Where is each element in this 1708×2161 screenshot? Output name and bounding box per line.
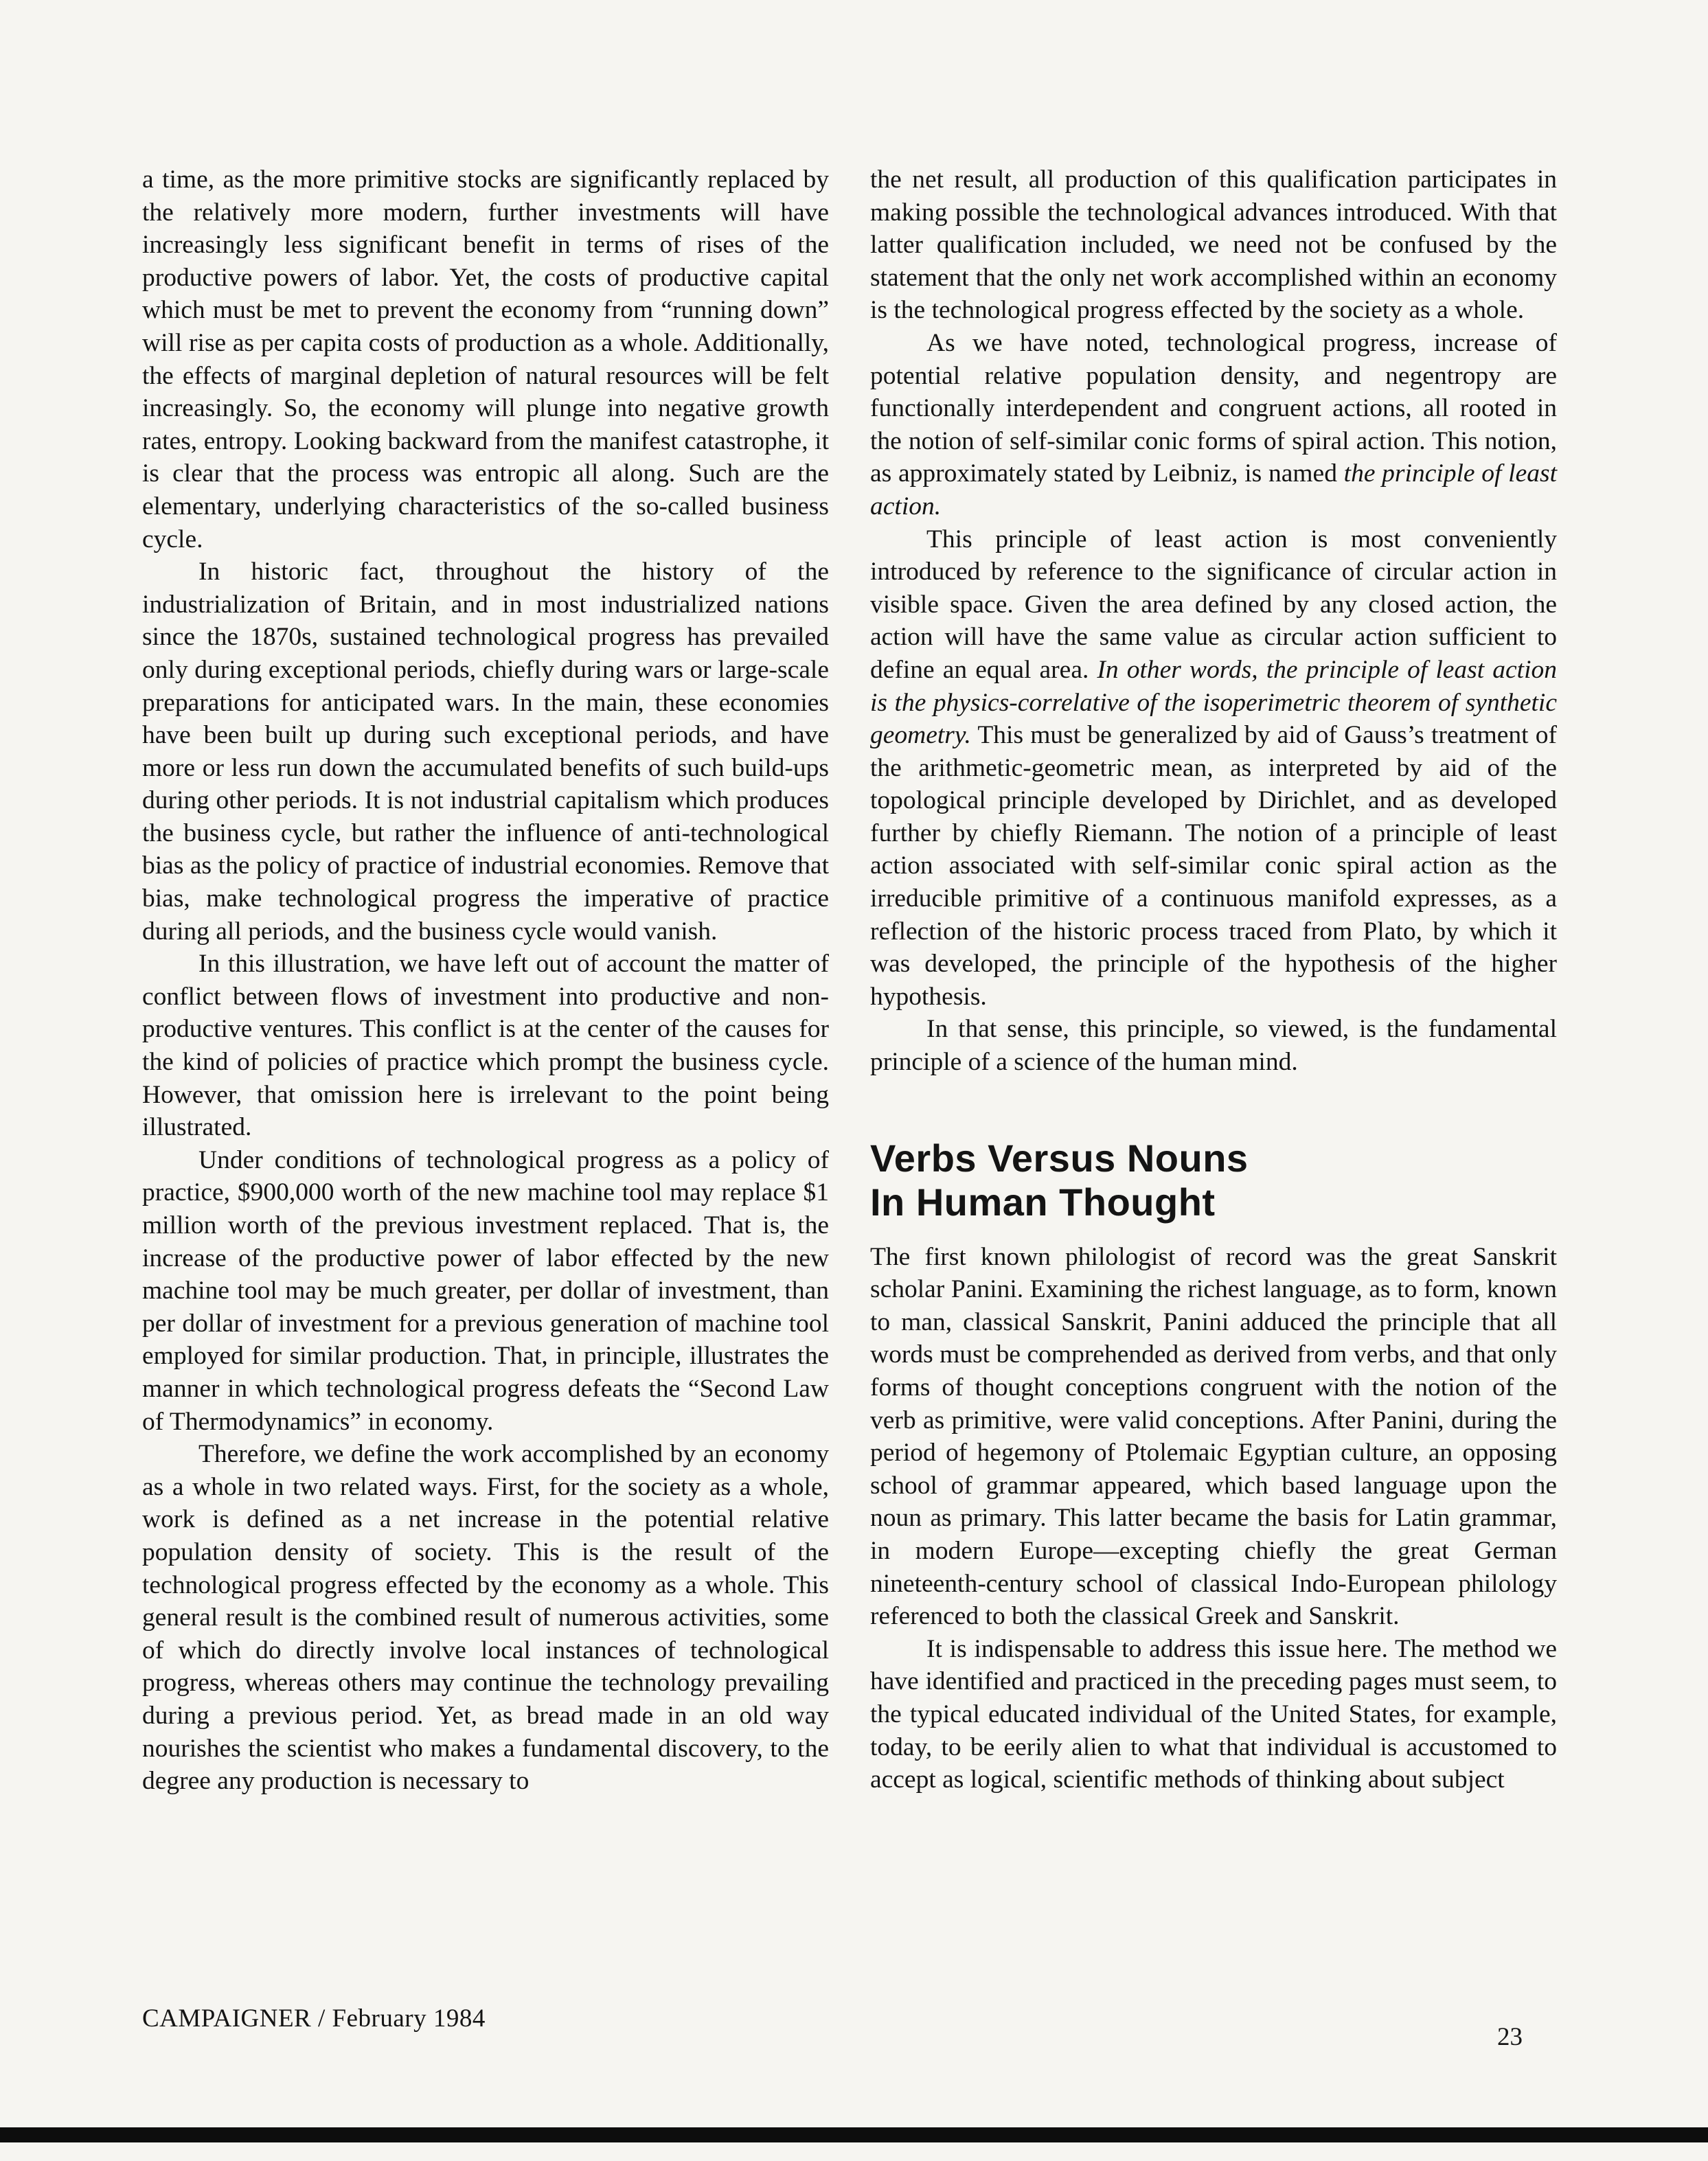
- body-paragraph: The first known philologist of record was the great Sanskrit scholar Panini. Examining the richest language, as to form, known to man, classical Sanskrit, Panini adduced the principle that all words must be comprehended as derived from verbs, and that only forms of thought conceptions congruent with the notion of the verb as primitive, were valid conceptions. After Panini, during the period of hegemony of Ptolemaic Egyptian culture, an opposing school of grammar appeared, which based language upon the noun as primary. This latter became the basis for Latin grammar, in modern Europe—excepting chiefly the great German nineteenth-century school of classical Indo-European philology referenced to both the classical Greek and Sanskrit.: [870, 1242, 1557, 1631]
- body-paragraph: In that sense, this principle, so viewed, is the fundamental principle of a science of the human mind.: [870, 1015, 1557, 1077]
- italic-term: the principle of least action.: [870, 459, 1557, 521]
- bottom-rule: [0, 2127, 1708, 2142]
- section-heading: [870, 1136, 1557, 1224]
- body-paragraph: a time, as the more primitive stocks are significantly replaced by the relatively more modern, further investments will have increasingly less significant benefit in terms of rises of the productive powers of labor. Yet, the costs of productive capital which must be met to prevent the economy from “running down” will rise as per capita costs of production as a whole. Additionally, the effects of marginal depletion of natural resources will be felt increasingly. So, the economy will plunge into negative growth rates, entropy. Looking backward from the manifest catastrophe, it is clear that the process was entropic all along. Such are the elementary, underlying characteristics of the so-called business cycle.: [142, 165, 829, 553]
- page-number: 23: [1497, 2023, 1523, 2051]
- right-column: [870, 163, 1557, 1796]
- paragraph-text: This must be generalized by aid of Gauss’s treatment of the arithmetic-geometric mean, as interpreted by aid of the topological principle developed by Dirichlet, and as developed further by chiefly Riemann. The notion of a principle of least action associated with self-similar conic spiral action as the irreducible primitive of a continuous manifold expresses, as a reflection of the historic process traced from Plato, by which it was developed, the principle of the hypothesis of the higher hypothesis.: [870, 721, 1557, 1011]
- section-heading-line: In Human Thought: [870, 1180, 1216, 1224]
- body-paragraph: In this illustration, we have left out of account the matter of conflict between flows of investment into productive and non-productive ventures. This conflict is at the center of the causes for the kind of policies of practice which prompt the business cycle. However, that omission here is irrelevant to the point being illustrated.: [142, 950, 829, 1142]
- body-paragraph: Under conditions of technological progress as a policy of practice, $900,000 worth of the new machine tool may replace $1 million worth of the previous investment replaced. That is, the increase of the productive power of labor effected by the new machine tool may be much greater, per dollar of investment, than per dollar of investment for a previous generation of machine tool employed for similar production. That, in principle, illustrates the manner in which technological progress defeats the “Second Law of Thermodynamics” in economy.: [142, 1145, 829, 1436]
- section-heading-line: Verbs Versus Nouns: [870, 1136, 1249, 1180]
- paragraph-text: As we have noted, technological progress, increase of potential relative population density, and negentropy are functionally interdependent and congruent actions, all rooted in the notion of self-similar conic forms of spiral action. This notion, as approximately stated by Leibniz, is named: [870, 328, 1557, 488]
- body-paragraph: [870, 523, 1557, 1014]
- body-paragraph: the net result, all production of this qualification participates in making possible the technological advances introduced. With that latter qualification included, we need not be confused by the statement that the only net work accomplished within an economy is the technological progress effected by the society as a whole.: [870, 165, 1557, 325]
- italic-emphasis: In other words, the principle of least action is the physics-correlative of the isoperimetric theorem of synthetic geometry.: [870, 655, 1557, 750]
- body-paragraph: It is indispensable to address this issue here. The method we have identified and practiced in the preceding pages must seem, to the typical educated individual of the United States, for example, today, to be eerily alien to what that individual is accustomed to accept as logical, scientific methods of thinking about subject: [870, 1634, 1557, 1794]
- body-paragraph: [870, 327, 1557, 523]
- body-paragraph: In historic fact, throughout the history of the industrialization of Britain, and in most industrialized nations since the 1870s, sustained technological progress has prevailed only during exceptional periods, chiefly during wars or large-scale preparations for anticipated wars. In the main, these economies have been built up during such exceptional periods, and have more or less run down the accumulated benefits of such build-ups during other periods. It is not industrial capitalism which produces the business cycle, but rather the influence of anti-technological bias as the policy of practice of industrial economies. Remove that bias, make technological progress the imperative of practice during all periods, and the business cycle would vanish.: [142, 558, 829, 946]
- body-paragraph: Therefore, we define the work accomplished by an economy as a whole in two related ways. First, for the society as a whole, work is defined as a net increase in the potential relative population density of society. This is the result of the technological progress effected by the economy as a whole. This general result is the combined result of numerous activities, some of which do directly involve local instances of technological progress, whereas others may continue the technology prevailing during a previous period. Yet, as bread made in an old way nourishes the scientist who makes a fundamental discovery, to the degree any production is necessary to: [142, 1440, 829, 1796]
- paragraph-text: This principle of least action is most conveniently introduced by reference to the significance of circular action in visible space. Given the area defined by any closed action, the action will have the same value as circular action sufficient to define an equal area.: [870, 525, 1557, 684]
- left-column: [142, 163, 829, 1798]
- publication-footer: CAMPAIGNER / February 1984: [142, 2004, 486, 2033]
